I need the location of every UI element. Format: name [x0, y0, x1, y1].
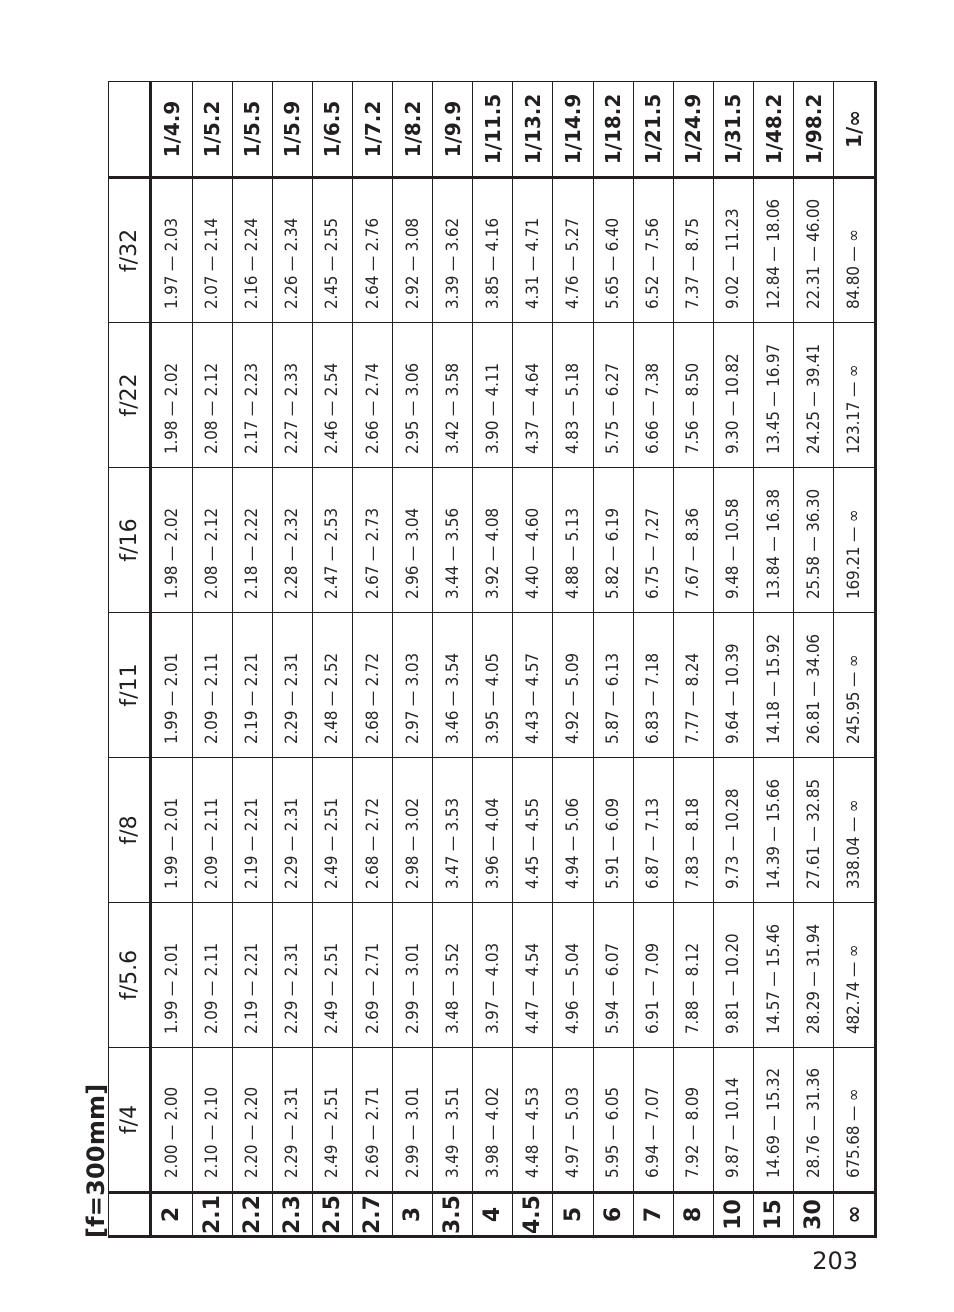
- header-aperture: f/11: [109, 613, 151, 758]
- dof-range-cell: 2.28 — 2.32: [272, 468, 312, 613]
- reproduction-ratio-cell: 1/98.2: [794, 82, 834, 178]
- table-row: [794, 82, 834, 1237]
- dof-range-cell: 6.94 — 7.07: [633, 1048, 673, 1193]
- focus-distance-cell: 6: [593, 1193, 633, 1237]
- dof-range-cell: 7.83 — 8.18: [673, 758, 713, 903]
- focus-distance-cell: 2.7: [353, 1193, 393, 1237]
- focus-distance-cell: 3.5: [433, 1193, 473, 1237]
- reproduction-ratio-cell: 1/8.2: [393, 82, 433, 178]
- dof-range-cell: 5.82 — 6.19: [593, 468, 633, 613]
- dof-range-cell: 3.46 — 3.54: [433, 613, 473, 758]
- reproduction-ratio-cell: 1/18.2: [593, 82, 633, 178]
- dof-range-cell: 4.31 — 4.71: [513, 178, 553, 323]
- header-aperture: f/32: [109, 178, 151, 323]
- table-row: [593, 82, 633, 1237]
- focus-distance-cell: 2: [151, 1193, 193, 1237]
- dof-range-cell: 1.97 — 2.03: [151, 178, 193, 323]
- focus-distance-cell: 10: [713, 1193, 753, 1237]
- table-row: [433, 82, 473, 1237]
- focus-distance-cell: 2.1: [192, 1193, 232, 1237]
- dof-range-cell: 84.80 — ∞: [834, 178, 876, 323]
- dof-range-cell: 4.47 — 4.54: [513, 903, 553, 1048]
- header-aperture: f/16: [109, 468, 151, 613]
- dof-range-cell: 6.66 — 7.38: [633, 323, 673, 468]
- reproduction-ratio-cell: 1/9.9: [433, 82, 473, 178]
- table-row: [393, 82, 433, 1237]
- dof-range-cell: 675.68 — ∞: [834, 1048, 876, 1193]
- reproduction-ratio-cell: 1/48.2: [753, 82, 793, 178]
- table-row: [553, 82, 593, 1237]
- reproduction-ratio-cell: 1/5.2: [192, 82, 232, 178]
- dof-range-cell: 2.26 — 2.34: [272, 178, 312, 323]
- dof-range-cell: 4.97 — 5.03: [553, 1048, 593, 1193]
- dof-range-cell: 2.29 — 2.31: [272, 1048, 312, 1193]
- dof-range-cell: 5.95 — 6.05: [593, 1048, 633, 1193]
- dof-range-cell: 7.67 — 8.36: [673, 468, 713, 613]
- dof-range-cell: 2.92 — 3.08: [393, 178, 433, 323]
- dof-range-cell: 9.02 — 11.23: [713, 178, 753, 323]
- rotated-page-content: [84, 83, 877, 1238]
- focus-distance-cell: 8: [673, 1193, 713, 1237]
- table-row: [192, 82, 232, 1237]
- dof-range-cell: 4.88 — 5.13: [553, 468, 593, 613]
- dof-range-cell: 3.44 — 3.56: [433, 468, 473, 613]
- dof-range-cell: 14.39 — 15.66: [753, 758, 793, 903]
- dof-range-cell: 2.29 — 2.31: [272, 758, 312, 903]
- focus-distance-cell: 2.2: [232, 1193, 272, 1237]
- dof-range-cell: 2.08 — 2.12: [192, 468, 232, 613]
- table-row: [713, 82, 753, 1237]
- dof-range-cell: 3.92 — 4.08: [473, 468, 513, 613]
- table-row: [272, 82, 312, 1237]
- dof-range-cell: 7.37 — 8.75: [673, 178, 713, 323]
- dof-range-cell: 2.48 — 2.52: [312, 613, 352, 758]
- dof-range-cell: 2.17 — 2.23: [232, 323, 272, 468]
- table-row: [633, 82, 673, 1237]
- focus-distance-cell: 4: [473, 1193, 513, 1237]
- reproduction-ratio-cell: 1/4.9: [151, 82, 193, 178]
- dof-range-cell: 3.49 — 3.51: [433, 1048, 473, 1193]
- dof-range-cell: 2.96 — 3.04: [393, 468, 433, 613]
- focus-distance-cell: 4.5: [513, 1193, 553, 1237]
- dof-range-cell: 9.73 — 10.28: [713, 758, 753, 903]
- dof-range-cell: 2.29 — 2.31: [272, 613, 312, 758]
- dof-range-cell: 13.45 — 16.97: [753, 323, 793, 468]
- dof-range-cell: 3.48 — 3.52: [433, 903, 473, 1048]
- dof-range-cell: 4.92 — 5.09: [553, 613, 593, 758]
- dof-range-cell: 2.69 — 2.71: [353, 903, 393, 1048]
- table-row: [834, 82, 876, 1237]
- header-row: [109, 82, 151, 1237]
- table-row: [753, 82, 793, 1237]
- dof-range-cell: 24.25 — 39.41: [794, 323, 834, 468]
- dof-range-cell: 338.04 — ∞: [834, 758, 876, 903]
- dof-range-cell: 4.48 — 4.53: [513, 1048, 553, 1193]
- dof-range-cell: 3.96 — 4.04: [473, 758, 513, 903]
- reproduction-ratio-cell: 1/21.5: [633, 82, 673, 178]
- header-corner: [109, 1193, 151, 1237]
- dof-range-cell: 2.66 — 2.74: [353, 323, 393, 468]
- focus-distance-cell: 30: [794, 1193, 834, 1237]
- dof-range-cell: 14.18 — 15.92: [753, 613, 793, 758]
- focus-distance-cell: 3: [393, 1193, 433, 1237]
- section-title: [f=300mm]: [82, 1083, 110, 1238]
- dof-range-cell: 2.98 — 3.02: [393, 758, 433, 903]
- dof-range-cell: 7.56 — 8.50: [673, 323, 713, 468]
- dof-range-cell: 5.91 — 6.09: [593, 758, 633, 903]
- dof-range-cell: 9.48 — 10.58: [713, 468, 753, 613]
- dof-range-cell: 26.81 — 34.06: [794, 613, 834, 758]
- dof-range-cell: 2.09 — 2.11: [192, 758, 232, 903]
- dof-range-cell: 4.45 — 4.55: [513, 758, 553, 903]
- dof-range-cell: 7.88 — 8.12: [673, 903, 713, 1048]
- dof-range-cell: 2.20 — 2.20: [232, 1048, 272, 1193]
- dof-range-cell: 6.52 — 7.56: [633, 178, 673, 323]
- dof-range-cell: 2.18 — 2.22: [232, 468, 272, 613]
- dof-range-cell: 5.65 — 6.40: [593, 178, 633, 323]
- focus-distance-cell: 2.3: [272, 1193, 312, 1237]
- focus-distance-cell: 15: [753, 1193, 793, 1237]
- dof-range-cell: 482.74 — ∞: [834, 903, 876, 1048]
- dof-range-cell: 6.87 — 7.13: [633, 758, 673, 903]
- dof-range-cell: 3.39 — 3.62: [433, 178, 473, 323]
- dof-range-cell: 2.27 — 2.33: [272, 323, 312, 468]
- focus-distance-cell: 5: [553, 1193, 593, 1237]
- dof-range-cell: 6.83 — 7.18: [633, 613, 673, 758]
- reproduction-ratio-cell: 1/24.9: [673, 82, 713, 178]
- dof-range-cell: 2.68 — 2.72: [353, 613, 393, 758]
- dof-range-cell: 5.87 — 6.13: [593, 613, 633, 758]
- dof-range-cell: 2.99 — 3.01: [393, 903, 433, 1048]
- header-reproduction-ratio: [109, 82, 151, 178]
- dof-range-cell: 3.95 — 4.05: [473, 613, 513, 758]
- dof-range-cell: 7.77 — 8.24: [673, 613, 713, 758]
- dof-range-cell: 2.10 — 2.10: [192, 1048, 232, 1193]
- dof-range-cell: 3.47 — 3.53: [433, 758, 473, 903]
- dof-range-cell: 4.37 — 4.64: [513, 323, 553, 468]
- dof-range-cell: 2.47 — 2.53: [312, 468, 352, 613]
- header-aperture: f/5.6: [109, 903, 151, 1048]
- reproduction-ratio-cell: 1/6.5: [312, 82, 352, 178]
- dof-range-cell: 4.94 — 5.06: [553, 758, 593, 903]
- dof-range-cell: 169.21 — ∞: [834, 468, 876, 613]
- dof-range-cell: 2.00 — 2.00: [151, 1048, 193, 1193]
- dof-range-cell: 14.57 — 15.46: [753, 903, 793, 1048]
- dof-range-cell: 2.49 — 2.51: [312, 903, 352, 1048]
- dof-range-cell: 2.16 — 2.24: [232, 178, 272, 323]
- page-number: 203: [812, 1247, 858, 1275]
- reproduction-ratio-cell: 1/13.2: [513, 82, 553, 178]
- dof-range-cell: 1.99 — 2.01: [151, 758, 193, 903]
- dof-range-cell: 245.95 — ∞: [834, 613, 876, 758]
- dof-range-cell: 2.07 — 2.14: [192, 178, 232, 323]
- focus-distance-cell: 2.5: [312, 1193, 352, 1237]
- dof-range-cell: 22.31 — 46.00: [794, 178, 834, 323]
- dof-range-cell: 2.97 — 3.03: [393, 613, 433, 758]
- dof-range-cell: 28.29 — 31.94: [794, 903, 834, 1048]
- dof-range-cell: 5.94 — 6.07: [593, 903, 633, 1048]
- header-aperture: f/22: [109, 323, 151, 468]
- dof-range-cell: 3.98 — 4.02: [473, 1048, 513, 1193]
- dof-range-cell: 3.97 — 4.03: [473, 903, 513, 1048]
- reproduction-ratio-cell: 1/5.5: [232, 82, 272, 178]
- dof-range-cell: 2.29 — 2.31: [272, 903, 312, 1048]
- dof-range-cell: 27.61 — 32.85: [794, 758, 834, 903]
- reproduction-ratio-cell: 1/14.9: [553, 82, 593, 178]
- dof-range-cell: 2.09 — 2.11: [192, 903, 232, 1048]
- dof-range-cell: 2.49 — 2.51: [312, 1048, 352, 1193]
- table-row: [353, 82, 393, 1237]
- dof-range-cell: 9.81 — 10.20: [713, 903, 753, 1048]
- reproduction-ratio-cell: 1/∞: [834, 82, 876, 178]
- dof-range-cell: 2.46 — 2.54: [312, 323, 352, 468]
- dof-range-cell: 2.67 — 2.73: [353, 468, 393, 613]
- dof-range-cell: 6.91 — 7.09: [633, 903, 673, 1048]
- dof-range-cell: 1.99 — 2.01: [151, 613, 193, 758]
- dof-range-cell: 28.76 — 31.36: [794, 1048, 834, 1193]
- table-row: [513, 82, 553, 1237]
- dof-range-cell: 13.84 — 16.38: [753, 468, 793, 613]
- dof-range-cell: 2.69 — 2.71: [353, 1048, 393, 1193]
- dof-range-cell: 2.19 — 2.21: [232, 758, 272, 903]
- dof-range-cell: 2.19 — 2.21: [232, 613, 272, 758]
- dof-range-cell: 2.45 — 2.55: [312, 178, 352, 323]
- dof-range-cell: 3.42 — 3.58: [433, 323, 473, 468]
- dof-range-cell: 2.68 — 2.72: [353, 758, 393, 903]
- dof-range-cell: 4.83 — 5.18: [553, 323, 593, 468]
- reproduction-ratio-cell: 1/7.2: [353, 82, 393, 178]
- table-row: [151, 82, 193, 1237]
- dof-range-cell: 2.95 — 3.06: [393, 323, 433, 468]
- dof-range-cell: 1.98 — 2.02: [151, 468, 193, 613]
- focus-distance-cell: ∞: [834, 1193, 876, 1237]
- dof-range-cell: 14.69 — 15.32: [753, 1048, 793, 1193]
- reproduction-ratio-cell: 1/11.5: [473, 82, 513, 178]
- dof-range-cell: 2.49 — 2.51: [312, 758, 352, 903]
- table-row: [673, 82, 713, 1237]
- focus-distance-cell: 7: [633, 1193, 673, 1237]
- dof-range-cell: 2.09 — 2.11: [192, 613, 232, 758]
- dof-range-cell: 12.84 — 18.06: [753, 178, 793, 323]
- dof-range-cell: 4.43 — 4.57: [513, 613, 553, 758]
- table-row: [473, 82, 513, 1237]
- dof-range-cell: 25.58 — 36.30: [794, 468, 834, 613]
- dof-range-cell: 4.40 — 4.60: [513, 468, 553, 613]
- dof-range-cell: 1.98 — 2.02: [151, 323, 193, 468]
- reproduction-ratio-cell: 1/5.9: [272, 82, 312, 178]
- dof-range-cell: 4.96 — 5.04: [553, 903, 593, 1048]
- dof-range-cell: 2.99 — 3.01: [393, 1048, 433, 1193]
- dof-range-cell: 2.19 — 2.21: [232, 903, 272, 1048]
- dof-range-cell: 1.99 — 2.01: [151, 903, 193, 1048]
- table-row: [312, 82, 352, 1237]
- dof-range-cell: 123.17 — ∞: [834, 323, 876, 468]
- depth-of-field-table: [108, 81, 877, 1238]
- dof-range-cell: 4.76 — 5.27: [553, 178, 593, 323]
- dof-range-cell: 9.64 — 10.39: [713, 613, 753, 758]
- table-row: [232, 82, 272, 1237]
- header-aperture: f/8: [109, 758, 151, 903]
- dof-range-cell: 3.90 — 4.11: [473, 323, 513, 468]
- dof-range-cell: 9.87 — 10.14: [713, 1048, 753, 1193]
- dof-range-cell: 3.85 — 4.16: [473, 178, 513, 323]
- dof-range-cell: 2.64 — 2.76: [353, 178, 393, 323]
- reproduction-ratio-cell: 1/31.5: [713, 82, 753, 178]
- dof-range-cell: 5.75 — 6.27: [593, 323, 633, 468]
- dof-range-cell: 6.75 — 7.27: [633, 468, 673, 613]
- header-aperture: f/4: [109, 1048, 151, 1193]
- dof-range-cell: 9.30 — 10.82: [713, 323, 753, 468]
- dof-range-cell: 7.92 — 8.09: [673, 1048, 713, 1193]
- dof-range-cell: 2.08 — 2.12: [192, 323, 232, 468]
